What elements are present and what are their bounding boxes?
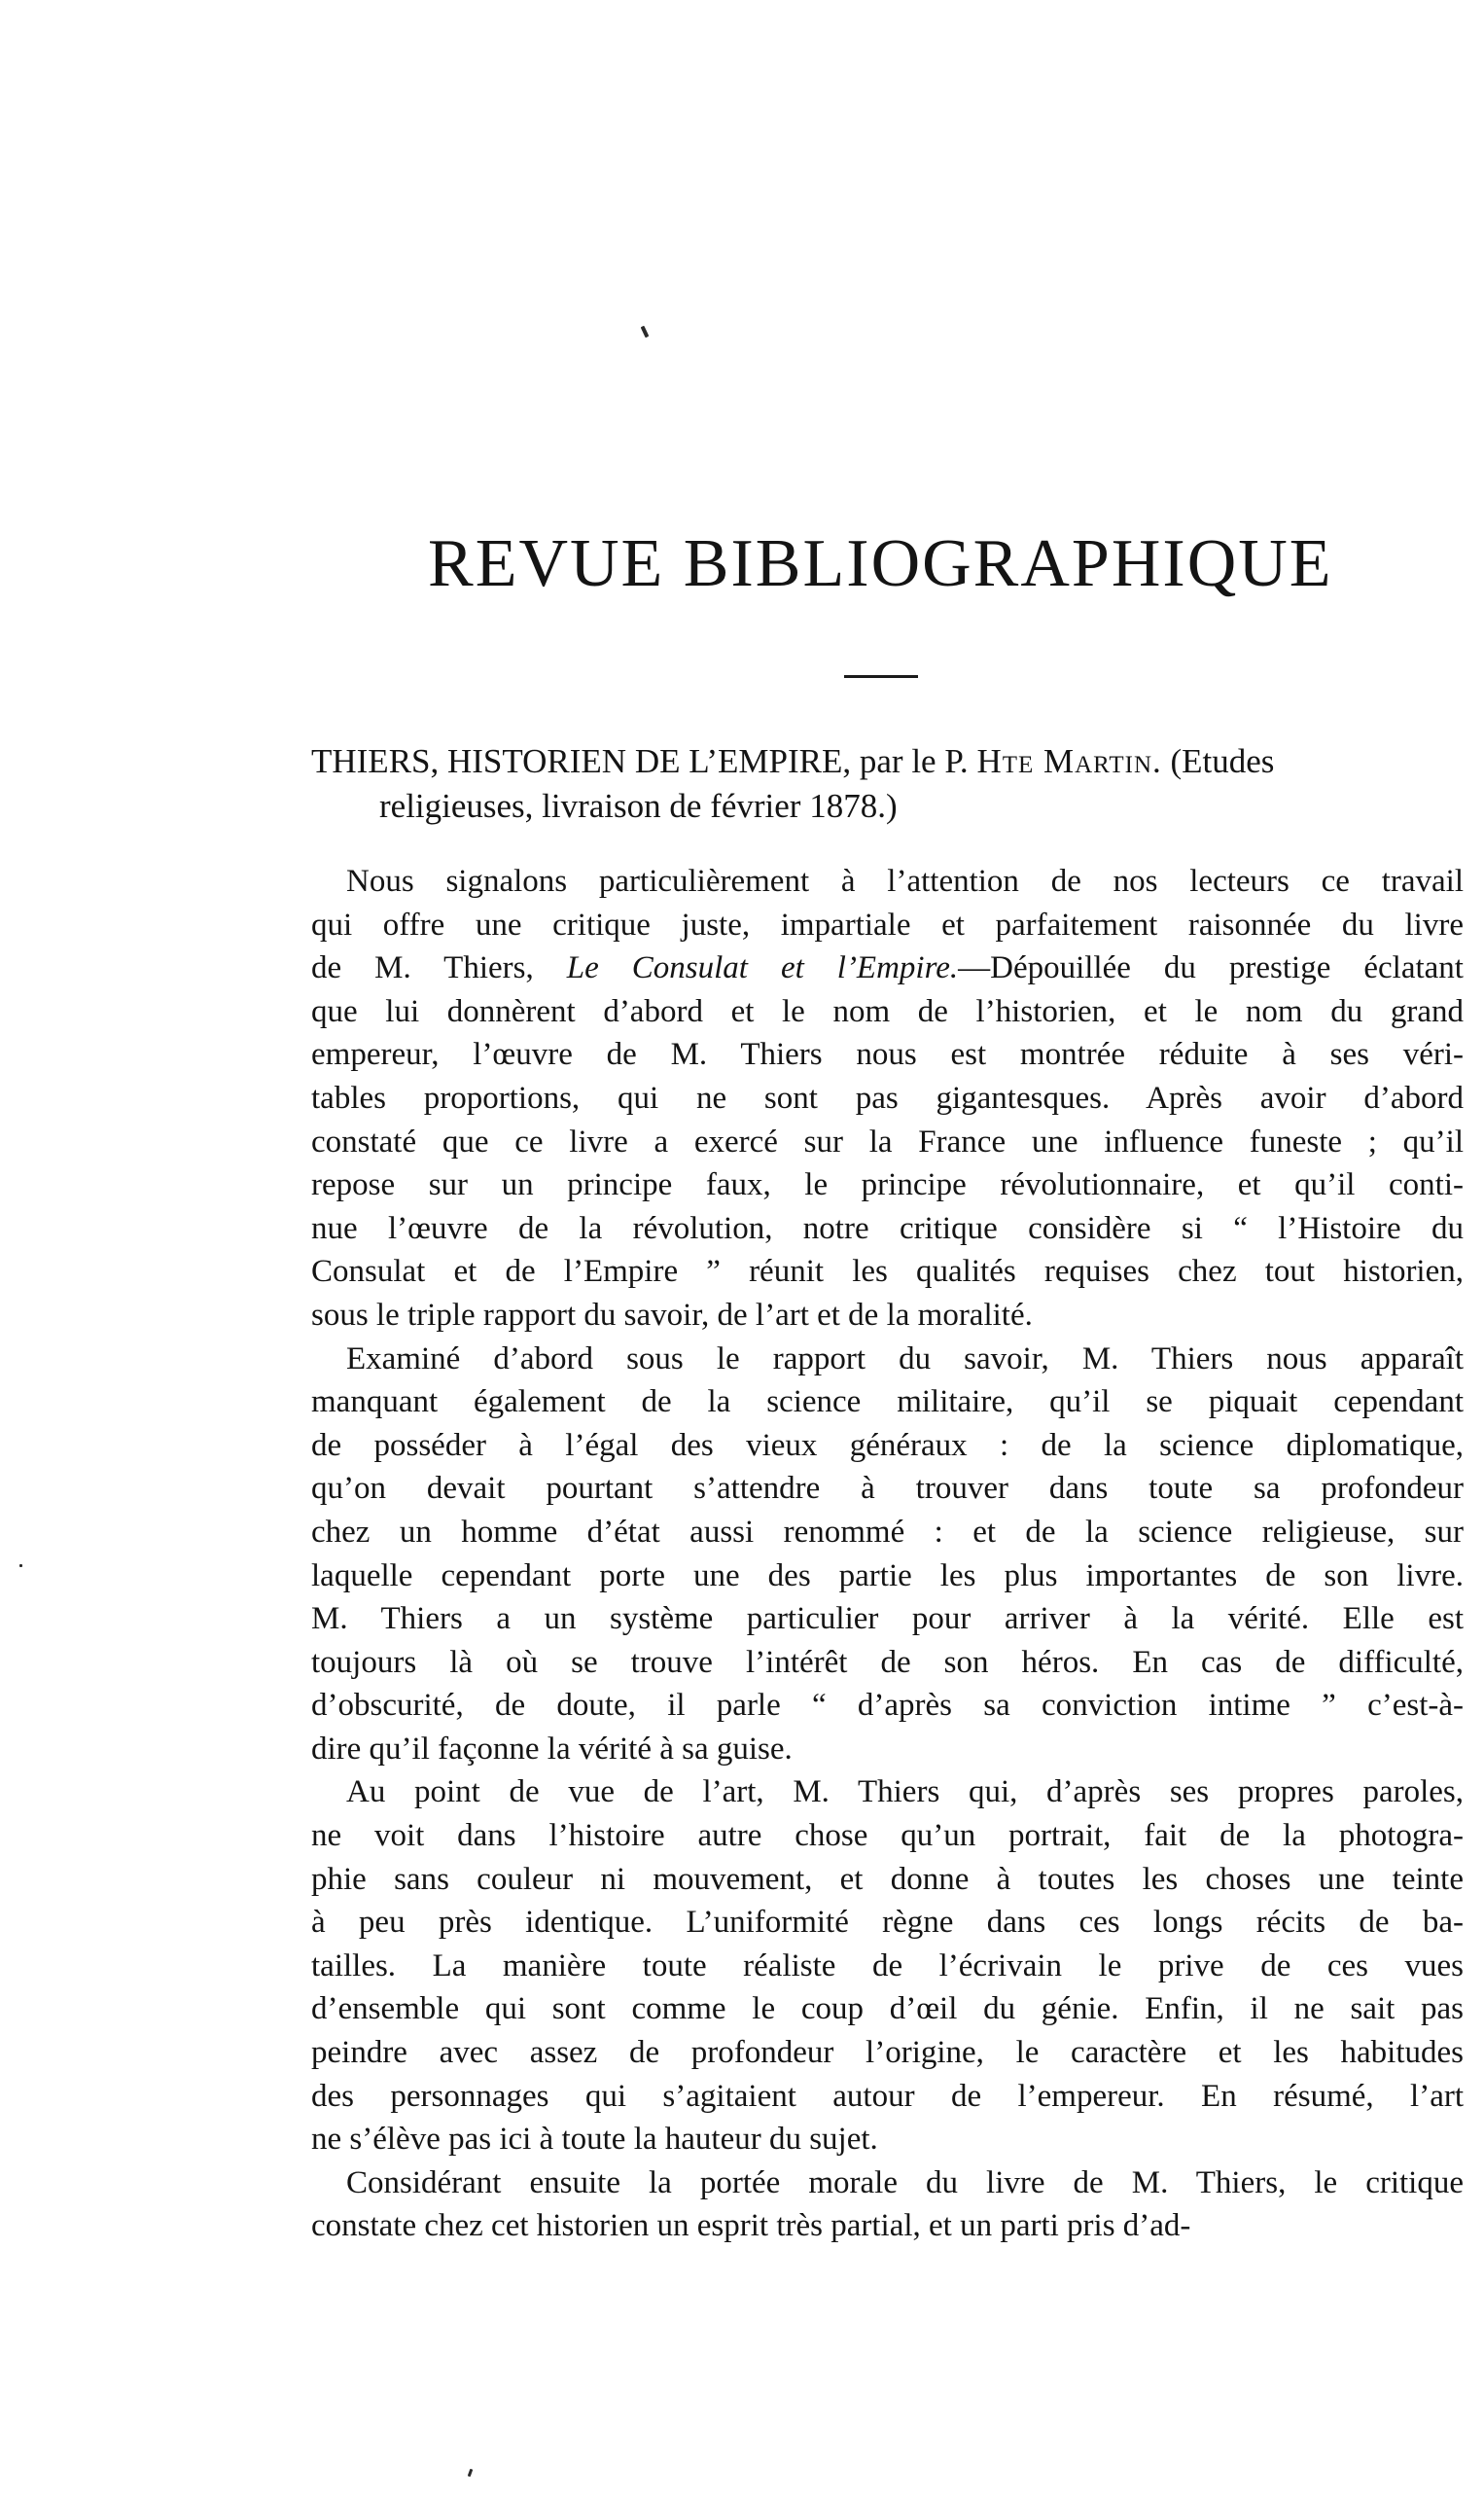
text-line: à peu près identique. L’uniformité règne dans ces longs récits de ba- xyxy=(311,1905,1464,1941)
text-line: des personnages qui s’agitaient autour de l’empereur. En résumé, l’art xyxy=(311,2078,1464,2114)
text-line: manquant également de la science militaire, qu’il se piquait cependant xyxy=(311,1384,1464,1420)
page-title: REVUE BIBLIOGRAPHIQUE xyxy=(428,526,1333,601)
text-line: chez un homme d’état aussi renommé : et de la science religieuse, sur xyxy=(311,1514,1464,1550)
text-line: tables proportions, qui ne sont pas gigantesques. Après avoir d’abord xyxy=(311,1080,1464,1116)
text-line: phie sans couleur ni mouvement, et donne à toutes les choses une teinte xyxy=(311,1861,1464,1897)
citation-title: THIERS, HISTORIEN DE L’EMPIRE, par le P. xyxy=(311,742,969,780)
paragraph xyxy=(311,2161,1464,2248)
text-line: que lui donnèrent d’abord et le nom de l’historien, et le nom du grand xyxy=(311,993,1464,1029)
text-line: tailles. La manière toute réaliste de l’écrivain le prive de ces vues xyxy=(311,1947,1464,1983)
text-line: Examiné d’abord sous le rapport du savoir, M. Thiers nous apparaît xyxy=(346,1340,1464,1376)
text-line: empereur, l’œuvre de M. Thiers nous est montrée réduite à ses véri- xyxy=(311,1037,1464,1073)
text-line: laquelle cependant porte une des partie les plus importantes de son livre. xyxy=(311,1557,1464,1593)
text-line: M. Thiers a un système particulier pour arriver à la vérité. Elle est xyxy=(311,1601,1464,1637)
text-line: qu’on devait pourtant s’attendre à trouver dans toute sa profondeur xyxy=(311,1471,1464,1507)
article-body xyxy=(311,860,1464,2248)
paragraph xyxy=(311,1338,1464,1771)
paragraph xyxy=(311,1770,1464,2161)
text-line: d’ensemble qui sont comme le coup d’œil du génie. Enfin, il ne sait pas xyxy=(311,1991,1464,2027)
title-divider xyxy=(844,675,918,678)
citation-source-open: (Etudes xyxy=(1170,742,1275,780)
citation-author: Hte Martin. xyxy=(976,742,1162,780)
paragraph xyxy=(311,860,1464,1338)
text-line: constaté que ce livre a exercé sur la France une influence funeste ; qu’il xyxy=(311,1124,1464,1160)
ink-speck xyxy=(641,326,650,339)
citation-source: religieuses, livraison de février 1878.) xyxy=(379,787,898,825)
text-line: de posséder à l’égal des vieux généraux : de la science diplomatique, xyxy=(311,1427,1464,1463)
text-line: sous le triple rapport du savoir, de l’art et de la moralité. xyxy=(311,1297,1033,1333)
ink-speck xyxy=(19,1564,22,1567)
book-title: Le Consulat et l’Empire. xyxy=(566,950,959,986)
citation-line xyxy=(311,739,1468,784)
text-line: dire qu’il façonne la vérité à sa guise. xyxy=(311,1731,793,1767)
text-line: peindre avec assez de profondeur l’origine, le caractère et les habitudes xyxy=(311,2035,1464,2071)
text-line: constate chez cet historien un esprit très partial, et un parti pris d’ad- xyxy=(311,2208,1191,2244)
text-line: Au point de vue de l’art, M. Thiers qui, d’après ses propres paroles, xyxy=(346,1774,1464,1810)
bibliographic-citation xyxy=(311,739,1468,829)
text-line: ne s’élève pas ici à toute la hauteur du sujet. xyxy=(311,2122,878,2158)
text-line: Consulat et de l’Empire ” réunit les qualités requises chez tout historien, xyxy=(311,1254,1464,1290)
text-line: repose sur un principe faux, le principe révolutionnaire, et qu’il conti- xyxy=(311,1167,1464,1203)
text-line: ne voit dans l’histoire autre chose qu’un portrait, fait de la photogra- xyxy=(311,1818,1464,1854)
text-line: toujours là où se trouve l’intérêt de son héros. En cas de difficulté, xyxy=(311,1644,1464,1680)
text-line: Considérant ensuite la portée morale du livre de M. Thiers, le critique xyxy=(346,2164,1464,2200)
ink-speck xyxy=(468,2469,474,2478)
text-line: de M. Thiers, Le Consulat et l’Empire.—Dépouillée du prestige éclatant xyxy=(311,950,1464,986)
text-line: nue l’œuvre de la révolution, notre critique considère si “ l’Histoire du xyxy=(311,1210,1464,1246)
text-line: qui offre une critique juste, impartiale et parfaitement raisonnée du livre xyxy=(311,907,1464,943)
text-line: Nous signalons particulièrement à l’attention de nos lecteurs ce travail xyxy=(346,864,1464,899)
text-line: d’obscurité, de doute, il parle “ d’après sa conviction intime ” c’est-à- xyxy=(311,1688,1464,1724)
